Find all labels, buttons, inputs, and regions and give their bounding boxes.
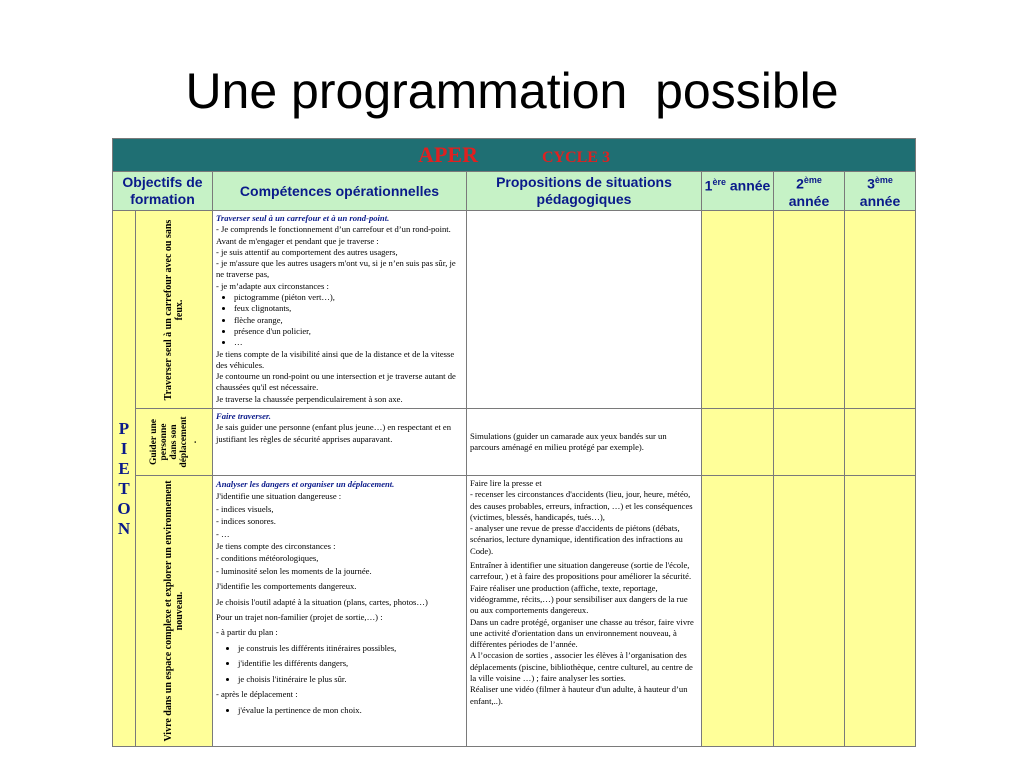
objectif-cell xyxy=(136,211,213,409)
competences-cell: Analyser les dangers et organiser un déplacement. J'identifie une situation dangereuse : - indices visuels, - indices sonores. - … Je tiens compte des circonstances : - conditions météorologiques, - luminosité selon les moments de la journée. J'identifie les comportements dangereux. Je choisis l'outil adapté à la situation (plans, cartes, photos…) Pour un trajet non-familier (projet de sortie,…) : - à partir du plan : • je construis les différents itinéraires possibles, • j'identifie les différents dangers, • je choisis l'itinéraire le plus sûr. - après le déplacement : • j'évalue la pertinence de mon choix. xyxy=(213,476,467,747)
slide-title: Une programmation possible xyxy=(185,63,839,119)
header-competences: Compétences opérationnelles xyxy=(213,172,467,211)
propositions-cell: Simulations (guider un camarade aux yeux bandés sur un parcours aménagé en milieu protégé par exemple). xyxy=(467,409,702,476)
annee-3-cell xyxy=(845,409,916,476)
header-annee-2: 2ème année xyxy=(774,172,845,211)
objectif-text: Guider une personne dans son déplacement . xyxy=(149,416,199,468)
header-annee-3: 3ème année xyxy=(845,172,916,211)
propositions-cell xyxy=(467,211,702,409)
competences-cell: Traverser seul à un carrefour et à un rond-point. - Je comprends le fonctionnement d’un carrefour et d’un rond-point. Avant de m'engager et pendant que je traverse : - je suis attentif au comportement des autres usagers, - je m'assure que les autres usagers m'ont vu, si je n’en suis pas sûr, je ne traverse pas, - je m’adapte aux circonstances : • pictogramme (piéton vert…), • feux clignotants, • flèche orange, • présence d'un policier, • … Je tiens compte de la visibilité ainsi que de la distance et de la vitesse des véhicules. Je contourne un rond-point ou une intersection et je traverse autant de chaussées qu'il est nécessaire. Je traverse la chaussée perpendiculairement à son axe. xyxy=(213,211,467,409)
objectif-text: Vivre dans un espace complexe et explorer un environnement nouveau. xyxy=(163,480,185,742)
banner-cycle: CYCLE 3 xyxy=(541,149,610,166)
annee-2-cell xyxy=(774,211,845,409)
annee-2-cell xyxy=(774,409,845,476)
annee-1-cell xyxy=(702,211,774,409)
header-objectifs: Objectifs de formation xyxy=(113,172,213,211)
objectif-text: Traverser seul à un carrefour avec ou sans feux. xyxy=(163,219,185,400)
banner-title: APER xyxy=(418,142,478,167)
annee-3-cell xyxy=(845,476,916,747)
objectif-cell xyxy=(136,409,213,476)
programmation-table xyxy=(112,138,916,747)
annee-2-cell xyxy=(774,476,845,747)
annee-1-cell xyxy=(702,409,774,476)
table-row xyxy=(113,211,916,409)
objectif-cell xyxy=(136,476,213,747)
table-row xyxy=(113,409,916,476)
competences-cell: Faire traverser. Je sais guider une personne (enfant plus jeune…) en respectant et en justifiant les règles de sécurité apprises auparavant. xyxy=(213,409,467,476)
header-propositions: Propositions de situations pédagogiques xyxy=(467,172,702,211)
category-pieton: P I E T O N xyxy=(113,211,136,747)
annee-1-cell xyxy=(702,476,774,747)
propositions-cell: Faire lire la presse et - recenser les circonstances d'accidents (lieu, jour, heure, météo, des causes probables, erreurs, infraction, …) et les conséquences (victimes, blessés, handicapés, tués…), - analyser une revue de presse d'accidents de piétons (débats, scénarios, lecture dynamique, identification des infractions au Code). Entraîner à identifier une situation dangereuse (sortie de l'école, carrefour, ) et à faire des propositions pour améliorer la sécurité. Faire réaliser une production (affiche, texte, reportage, vidéogramme, récits,…) pour sensibiliser aux dangers de la rue ou aux comportements dangereux. Dans un cadre protégé, organiser une chasse au trésor, faire vivre une activité d'orientation dans un environnement nouveau, à différentes périodes de l’année. A l’occasion de sorties , associer les élèves à l’organisation des déplacements (piscine, bibliothèque, centre culturel, au centre de la ville voisine …) ; faire analyser les sorties. Réaliser une vidéo (filmer à hauteur d'un adulte, à hauteur d’un enfant,..). xyxy=(467,476,702,747)
header-annee-1: 1ère année xyxy=(702,172,774,211)
table-row xyxy=(113,476,916,747)
annee-3-cell xyxy=(845,211,916,409)
table-banner xyxy=(113,139,916,172)
